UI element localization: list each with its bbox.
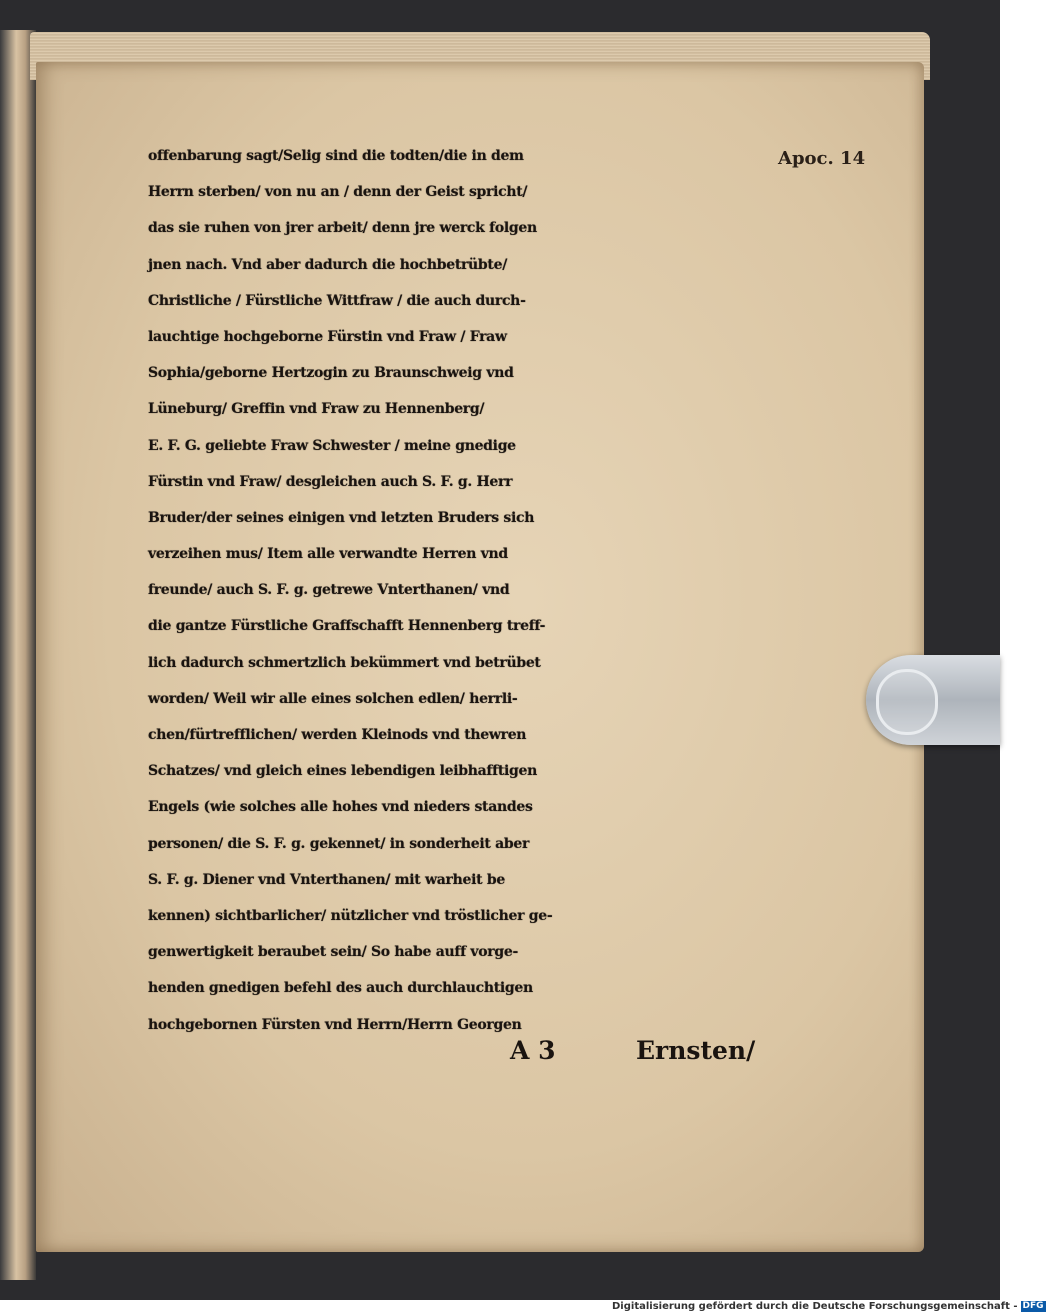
text-line: lauchtige hochgeborne Fürstin vnd Fraw / Fraw	[148, 328, 507, 345]
text-line: chen/fürtrefflichen/ werden Kleinods vnd thewren	[148, 727, 527, 743]
text-line: worden/ Weil wir alle eines solchen edlen/ herrli-	[148, 690, 518, 707]
margin-note: Apoc. 14	[778, 148, 866, 169]
text-line: S. F. g. Diener vnd Vnterthanen/ mit warheit be	[148, 871, 505, 888]
text-line: jnen nach. Vnd aber dadurch die hochbetrübte/	[148, 256, 508, 273]
text-line: das sie ruhen von jrer arbeit/ denn jre werck folgen	[148, 220, 537, 237]
text-line: hochgebornen Fürsten vnd Herrn/Herrn Georgen	[148, 1016, 522, 1033]
text-line: henden gnedigen befehl des auch durchlauchtigen	[148, 980, 533, 997]
text-line: Engels (wie solches alle hohes vnd nieders standes	[148, 799, 533, 816]
text-line: Christliche / Fürstliche Wittfraw / die auch durch-	[148, 292, 526, 309]
text-line: Lüneburg/ Greffin vnd Fraw zu Hennenberg/	[148, 401, 485, 418]
signature-mark: A 3	[510, 1036, 556, 1065]
funding-credit	[612, 1300, 1044, 1313]
text-line: personen/ die S. F. g. gekennet/ in sonderheit aber	[148, 835, 530, 852]
text-line: Bruder/der seines einigen vnd letzten Bruders sich	[148, 509, 535, 526]
text-line: freunde/ auch S. F. g. getrewe Vnterthanen/ vnd	[148, 582, 510, 599]
text-line: Herrn sterben/ von nu an / denn der Geist spricht/	[148, 184, 528, 201]
text-block	[148, 138, 768, 1043]
catchword: Ernsten/	[636, 1036, 756, 1065]
text-line: die gantze Fürstliche Graffschafft Hennenberg treff-	[148, 618, 546, 635]
text-line: E. F. G. geliebte Fraw Schwester / meine gnedige	[148, 437, 516, 454]
text-line: offenbarung sagt/Selig sind die todten/die in dem	[148, 148, 524, 164]
dfg-logo-icon: DFG	[1022, 1300, 1044, 1311]
text-line: verzeihen mus/ Item alle verwandte Herren vnd	[148, 546, 508, 563]
page-clip	[866, 655, 1000, 745]
text-line: genwertigkeit beraubet sein/ So habe auff vorge-	[148, 944, 518, 961]
text-line: Fürstin vnd Fraw/ desgleichen auch S. F. g. Herr	[148, 473, 513, 490]
text-line: kennen) sichtbarlicher/ nützlicher vnd tröstlicher ge-	[148, 907, 553, 924]
text-line: Sophia/geborne Hertzogin zu Braunschweig vnd	[148, 365, 514, 382]
funding-credit-text: Digitalisierung gefördert durch die Deutsche Forschungsgemeinschaft -	[612, 1301, 1018, 1312]
book-cover-left	[0, 30, 36, 1280]
text-line: Schatzes/ vnd gleich eines lebendigen leibhafftigen	[148, 763, 537, 780]
text-line: lich dadurch schmertzlich bekümmert vnd betrübet	[148, 654, 541, 671]
